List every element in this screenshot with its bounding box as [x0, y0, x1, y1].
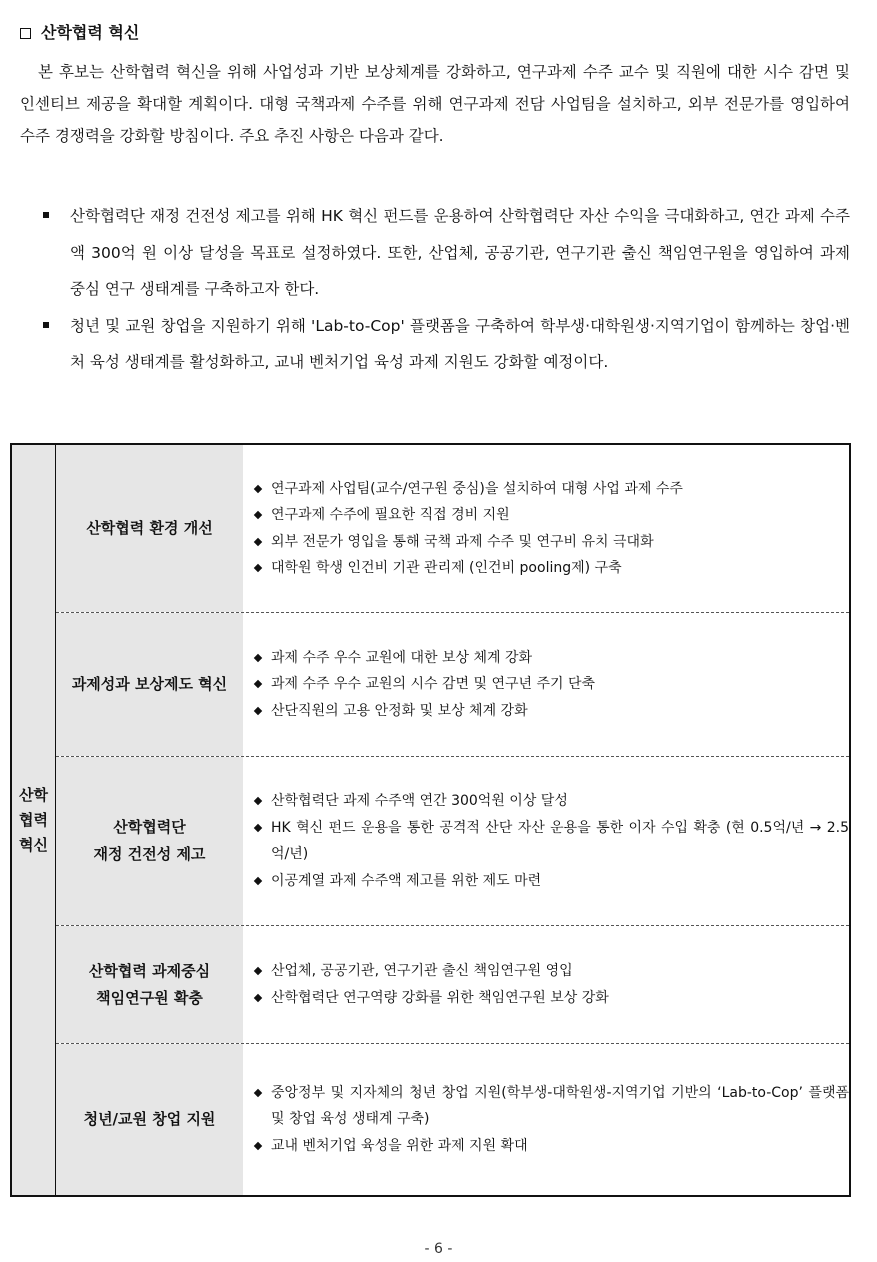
- row-content: [253, 445, 849, 612]
- list-item: [253, 645, 849, 672]
- row-content: [253, 757, 849, 925]
- item-text: 과제 수주 우수 교원에 대한 보상 체계 강화: [271, 649, 533, 666]
- diamond-bullet-icon: [254, 680, 262, 688]
- item-text: 과제 수주 우수 교원의 시수 감면 및 연구년 주기 단축: [271, 676, 596, 693]
- row-label: 청년/교원 창업 지원: [56, 1044, 243, 1195]
- list-item: [253, 815, 849, 868]
- page-number: - 6 -: [424, 1241, 453, 1257]
- row-label: 산학협력 과제중심 책임연구원 확충: [56, 926, 243, 1043]
- row-content: [253, 926, 849, 1043]
- row-label: 과제성과 보상제도 혁신: [56, 613, 243, 756]
- table-row: [56, 445, 849, 613]
- summary-table: [10, 443, 851, 1197]
- list-item: [253, 476, 849, 503]
- table-row: [56, 757, 849, 926]
- list-item: [253, 529, 849, 556]
- table-side-label: [12, 445, 56, 1195]
- list-item: [253, 1080, 849, 1133]
- bullet-item: [40, 308, 850, 381]
- diamond-bullet-icon: [254, 876, 262, 884]
- list-item: [253, 1133, 849, 1160]
- square-bullet-icon: [43, 212, 49, 218]
- table-row: [56, 613, 849, 757]
- item-text: 연구과제 수주에 필요한 직접 경비 지원: [271, 507, 510, 523]
- item-text: 대학원 학생 인건비 기관 관리제 (인건비 pooling제) 구축: [271, 560, 622, 576]
- checkbox-square-icon: [20, 28, 31, 39]
- row-label: 산학협력단 재정 건전성 제고: [56, 757, 243, 925]
- diamond-bullet-icon: [254, 967, 262, 975]
- bullet-item: [40, 198, 850, 308]
- diamond-bullet-icon: [254, 511, 262, 519]
- diamond-bullet-icon: [254, 1089, 262, 1097]
- list-item: [253, 985, 849, 1012]
- item-text: HK 혁신 펀드 운용을 통한 공격적 산단 자산 운용을 통한 이자 수입 확충 (현 0.5억/년 → 2.5억/년): [271, 819, 849, 862]
- list-item: [253, 555, 849, 582]
- intro-paragraph: 본 후보는 산학협력 혁신을 위해 사업성과 기반 보상체계를 강화하고, 연구과제 수주 교수 및 직원에 대한 시수 감면 및 인센티브 제공을 확대할 계획이다. 대형 국책과제 수주를 위해 연구과제 전담 사업팀을 설치하고, 외부 전문가를 영입하여 수주 경쟁력을 강화할 방침이다. 주요 추진 사항은 다음과 같다.: [20, 63, 850, 145]
- item-text: 교내 벤처기업 육성을 위한 과제 지원 확대: [271, 1137, 528, 1154]
- diamond-bullet-icon: [254, 654, 262, 662]
- list-item: [253, 868, 849, 895]
- table-row: [56, 1044, 849, 1195]
- list-item: [253, 502, 849, 529]
- table-row: [56, 926, 849, 1044]
- item-text: 이공계열 과제 수주액 제고를 위한 제도 마련: [271, 872, 542, 889]
- item-text: 산업체, 공공기관, 연구기관 출신 책임연구원 영입: [271, 963, 573, 979]
- diamond-bullet-icon: [254, 564, 262, 572]
- item-text: 중앙정부 및 지자체의 청년 창업 지원(학부생-대학원생-지역기업 기반의 ‘Lab-to-Cop’ 플랫폼 및 창업 육성 생태계 구축): [271, 1084, 849, 1128]
- item-text: 산단직원의 고용 안정화 및 보상 체계 강화: [271, 702, 528, 719]
- list-item: [253, 671, 849, 698]
- item-text: 산학협력단 과제 수주액 연간 300억원 이상 달성: [271, 793, 568, 809]
- diamond-bullet-icon: [254, 484, 262, 492]
- diamond-bullet-icon: [254, 823, 262, 831]
- item-text: 연구과제 사업팀(교수/연구원 중심)을 설치하여 대형 사업 과제 수주: [271, 480, 683, 497]
- list-item: [253, 958, 849, 985]
- diamond-bullet-icon: [254, 707, 262, 715]
- bullet-list: [40, 198, 850, 381]
- item-text: 산학협력단 연구역량 강화를 위한 책임연구원 보상 강화: [271, 989, 609, 1006]
- diamond-bullet-icon: [254, 537, 262, 545]
- list-item: [253, 788, 849, 815]
- item-text: 외부 전문가 영입을 통해 국책 과제 수주 및 연구비 유치 극대화: [271, 533, 654, 550]
- row-content: [253, 613, 849, 756]
- diamond-bullet-icon: [254, 993, 262, 1001]
- side-label-text: 산학 협력 혁신: [19, 785, 48, 854]
- square-bullet-icon: [43, 322, 49, 328]
- diamond-bullet-icon: [254, 797, 262, 805]
- bullet-text: 청년 및 교원 창업을 지원하기 위해 'Lab-to-Cop' 플랫폼을 구축하여 학부생·대학원생·지역기업이 함께하는 창업·벤처 육성 생태계를 활성화하고, 교내 벤처기업 육성 과제 지원도 강화할 예정이다.: [70, 316, 850, 371]
- row-content: [253, 1044, 849, 1195]
- section-heading-text: 산학협력 혁신: [41, 23, 140, 42]
- bullet-text: 산학협력단 재정 건전성 제고를 위해 HK 혁신 펀드를 운용하여 산학협력단 자산 수익을 극대화하고, 연간 과제 수주액 300억 원 이상 달성을 목표로 설정하였다. 또한, 산업체, 공공기관, 연구기관 출신 책임연구원을 영입하여 과제 중심 연구 생태계를 구축하고자 한다.: [70, 207, 850, 298]
- section-heading: [20, 20, 139, 46]
- diamond-bullet-icon: [254, 1142, 262, 1150]
- list-item: [253, 698, 849, 725]
- row-label: 산학협력 환경 개선: [56, 445, 243, 612]
